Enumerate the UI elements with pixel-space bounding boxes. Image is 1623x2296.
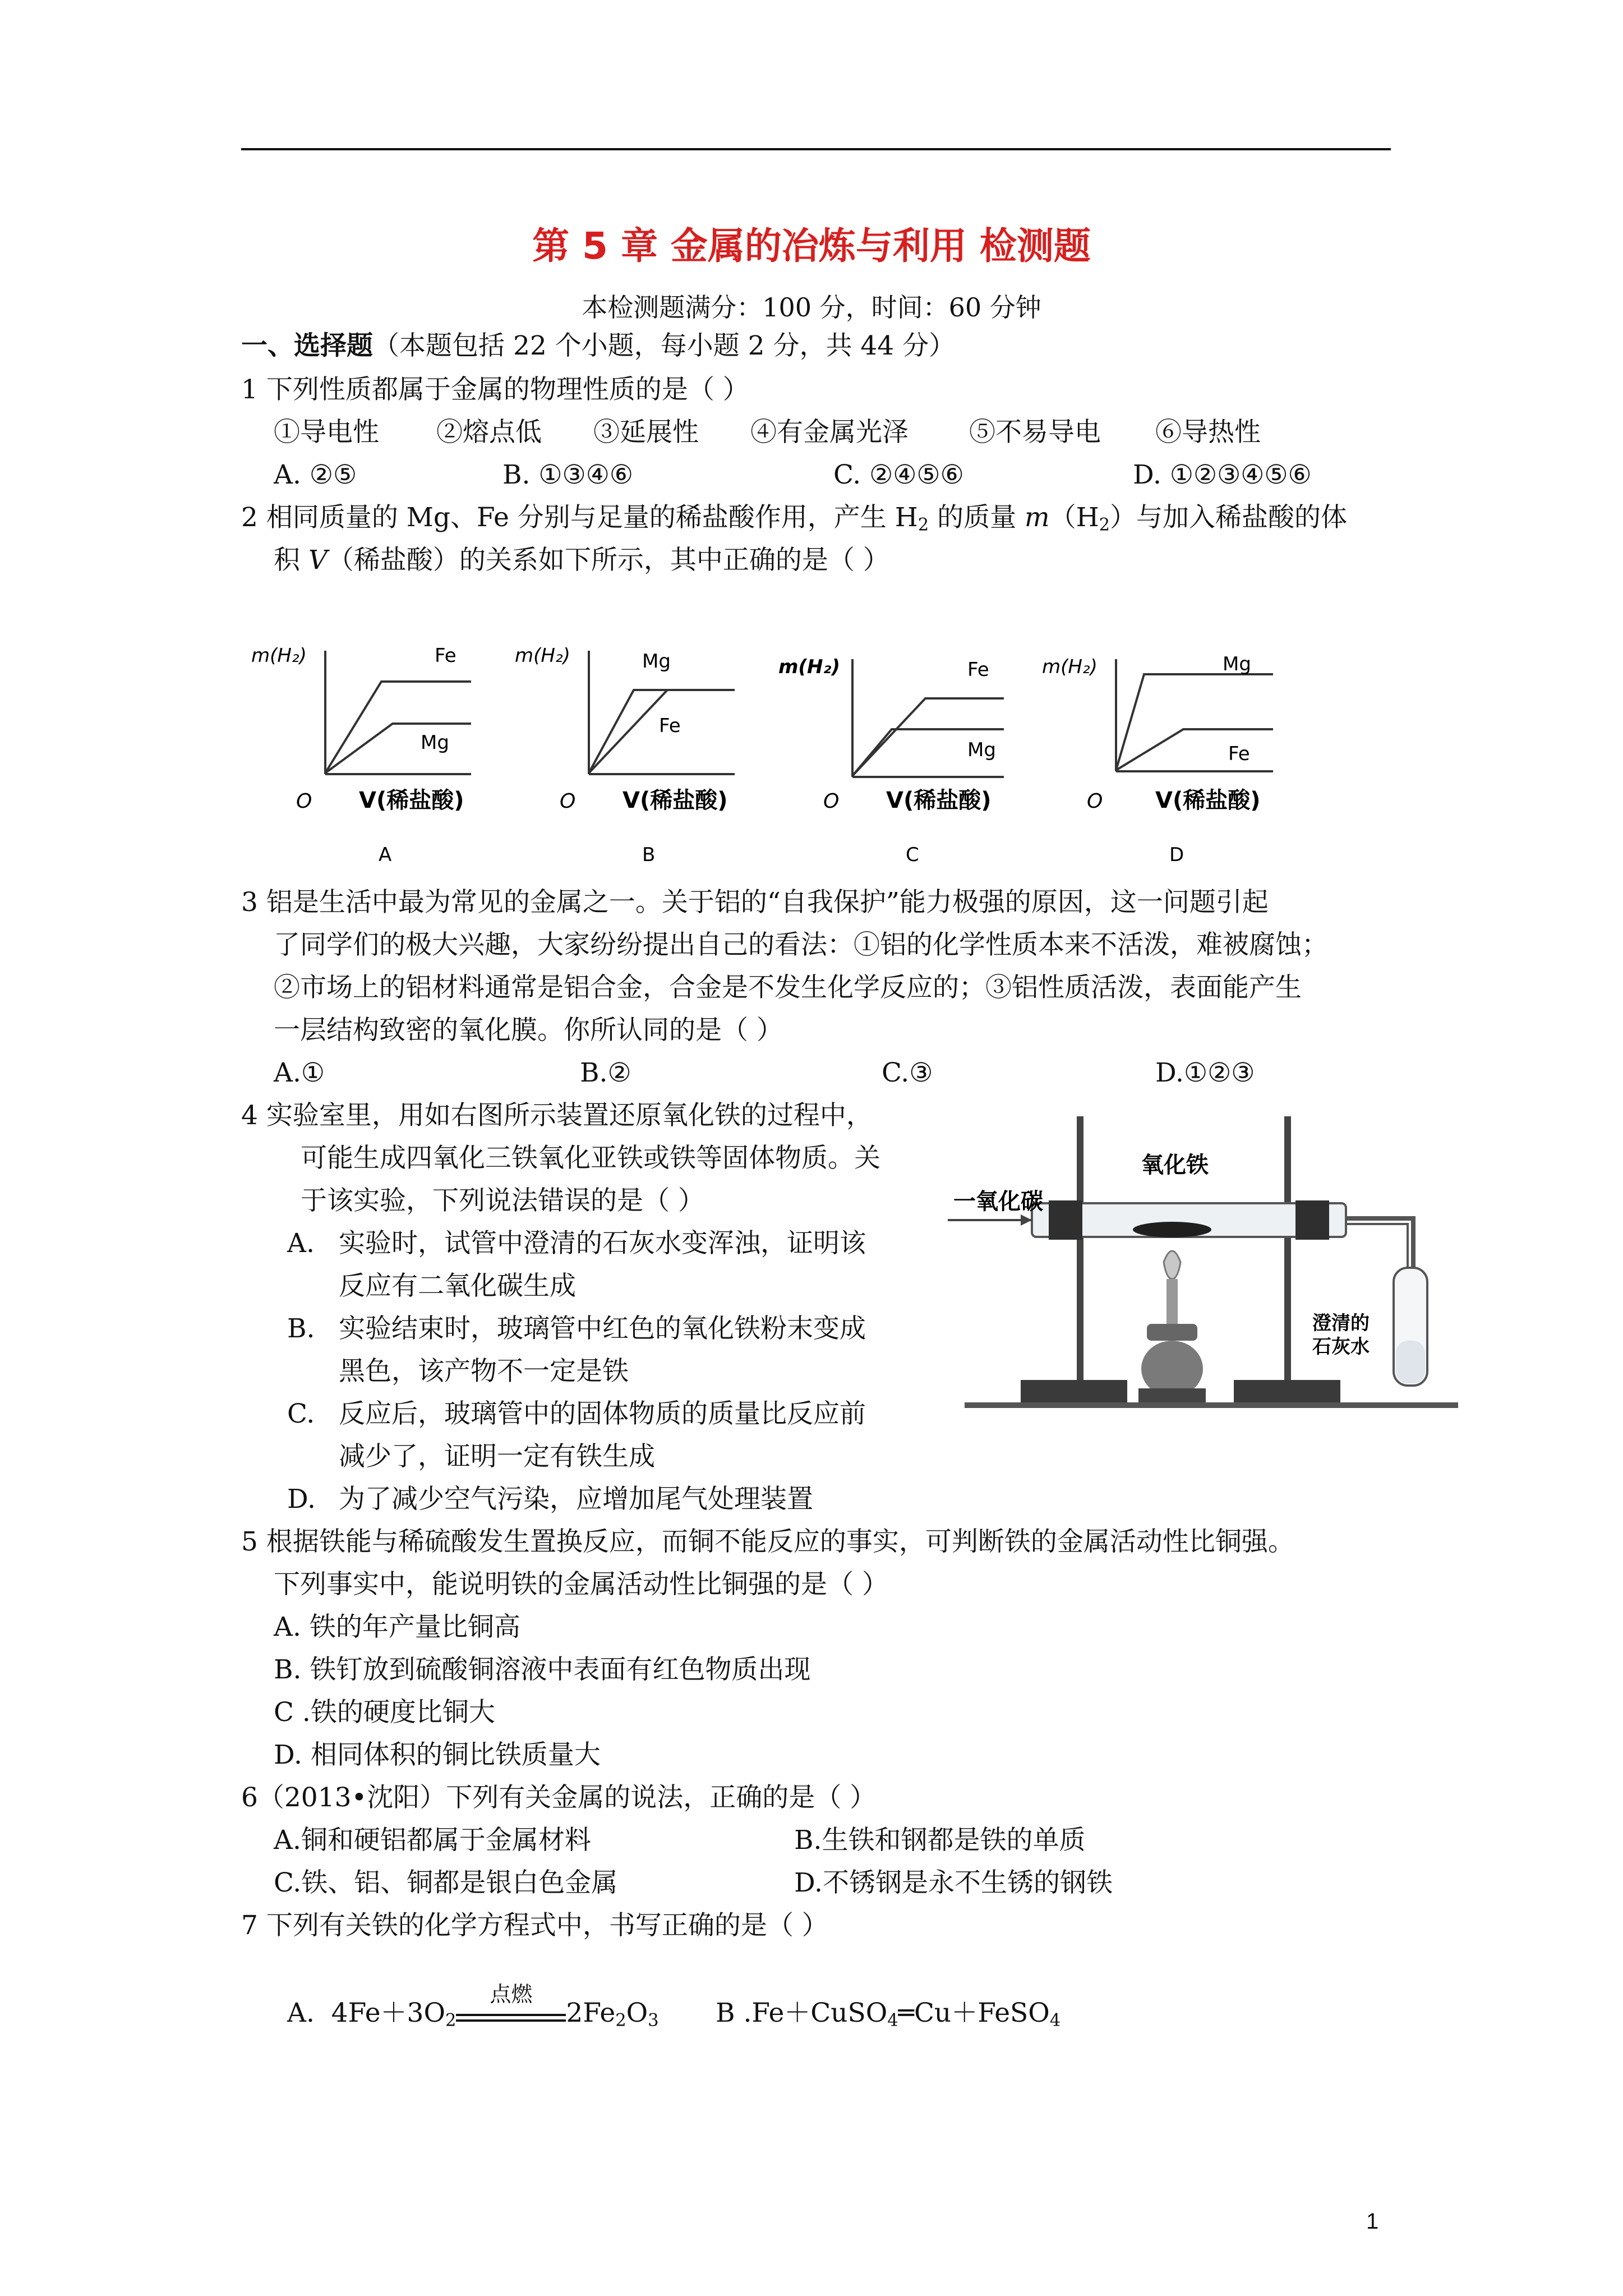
- q1-prop: ③延展性: [593, 417, 699, 448]
- q1-option-a: A. ②⑤: [274, 459, 357, 490]
- section-heading: [241, 330, 955, 362]
- q3-line4: 一层结构致密的氧化膜。你所认同的是（ ）: [274, 1015, 783, 1046]
- q5-option-c: C .铁的硬度比铜大: [274, 1697, 495, 1728]
- graph-xlabel: V(稀盐酸): [886, 788, 992, 813]
- q1-option-b: B. ①③④⑥: [502, 459, 633, 490]
- graph-xlabel: V(稀盐酸): [623, 788, 728, 813]
- q4-apparatus-figure: [948, 1099, 1469, 1430]
- q6-option-c: C.铁、铝、铜都是银白色金属: [274, 1867, 618, 1898]
- q1-option-c: C. ②④⑤⑥: [833, 459, 964, 490]
- q1-option-d: D. ①②③④⑤⑥: [1133, 459, 1312, 490]
- graph-d: [1042, 653, 1273, 866]
- graph-letter: A: [379, 844, 392, 866]
- q4-option-a-letter: A.: [287, 1228, 315, 1259]
- graph-b: [515, 645, 735, 866]
- graph-c: [778, 656, 1004, 866]
- q1-prop: ⑥导热性: [1155, 417, 1261, 448]
- limewater-label-2: 石灰水: [1312, 1336, 1370, 1358]
- graph-a: [251, 645, 471, 866]
- q4-line2: 可能生成四氧化三铁氧化亚铁或铁等固体物质。关: [301, 1143, 880, 1174]
- limewater-test-tube: [1394, 1268, 1427, 1386]
- graph-origin: O: [1087, 790, 1103, 813]
- q4-option-b-text: 实验结束时，玻璃管中红色的氧化铁粉末变成: [339, 1313, 866, 1344]
- q5-line2: 下列事实中，能说明铁的金属活动性比铜强的是（ ）: [274, 1569, 888, 1600]
- reaction-condition: 点燃: [456, 2004, 566, 2022]
- q7-option-b: B .Fe＋CuSO$_4$═Cu＋FeSO$_4$: [716, 1998, 1061, 2031]
- q1-stem: 1 下列性质都属于金属的物理性质的是（ ）: [241, 374, 749, 405]
- q4-line1: 4 实验室里，用如右图所示装置还原氧化铁的过程中，: [241, 1100, 873, 1131]
- section-note: （本题包括 22 个小题，每小题 2 分，共 44 分）: [373, 330, 956, 361]
- q5-line1: 5 根据铁能与稀硫酸发生置换反应，而铜不能反应的事实，可判断铁的金属活动性比铜强。: [241, 1526, 1294, 1557]
- graph-lower-label: Fe: [659, 715, 681, 737]
- graph-upper-label: Mg: [1223, 653, 1251, 675]
- q2-graphs: [247, 628, 1335, 875]
- q5-option-a: A. 铁的年产量比铜高: [274, 1612, 520, 1642]
- q5-option-b: B. 铁钉放到硫酸铜溶液中表面有红色物质出现: [274, 1654, 811, 1685]
- q3-line3: ②市场上的铝材料通常是铝合金，合金是不发生化学反应的；③铝性质活泼，表面能产生: [274, 972, 1302, 1003]
- page-number: 1: [1366, 2209, 1379, 2234]
- q3-line1: 3 铝是生活中最为常见的金属之一。关于铝的“自我保护”能力极强的原因，这一问题引起: [241, 887, 1269, 918]
- graph-letter: C: [906, 844, 919, 866]
- graph-upper-label: Fe: [967, 659, 989, 681]
- q3-option-d: D.①②③: [1155, 1057, 1255, 1088]
- graph-ylabel: m(H₂): [515, 645, 570, 667]
- graph-letter: D: [1169, 844, 1184, 866]
- page-title: 第 5 章 金属的冶炼与利用 检测题: [532, 224, 1091, 268]
- q7-stem: 7 下列有关铁的化学方程式中，书写正确的是（ ）: [241, 1910, 828, 1941]
- q1-prop: ④有金属光泽: [750, 417, 909, 448]
- limewater-label-1: 澄清的: [1312, 1312, 1370, 1335]
- q3-option-c: C.③: [882, 1057, 933, 1088]
- q6-option-b: B.生铁和钢都是铁的单质: [794, 1825, 1086, 1856]
- q3-option-b: B.②: [580, 1057, 631, 1088]
- graph-upper-label: Fe: [435, 645, 457, 667]
- exam-info: 本检测题满分：100 分，时间：60 分钟: [582, 292, 1041, 323]
- q6-option-d: D.不锈钢是永不生锈的钢铁: [794, 1867, 1113, 1898]
- graph-origin: O: [560, 790, 576, 813]
- q4-option-b-text2: 黑色，该产物不一定是铁: [339, 1356, 629, 1387]
- q4-option-c-text2: 减少了，证明一定有铁生成: [339, 1441, 655, 1472]
- q7-option-a: A. $4Fe+3O_2$ 点燃 $2Fe_2O_3$: [287, 1982, 659, 2031]
- graph-xlabel: V(稀盐酸): [359, 788, 464, 813]
- graph-letter: B: [642, 844, 656, 866]
- q4-option-a-text: 实验时，试管中澄清的石灰水变浑浊，证明该: [339, 1228, 866, 1259]
- q6-stem: 6（2013•沈阳）下列有关金属的说法，正确的是（ ）: [241, 1782, 877, 1813]
- q3-option-a: A.①: [274, 1057, 325, 1088]
- graph-ylabel: m(H₂): [1042, 656, 1098, 678]
- graph-xlabel: V(稀盐酸): [1155, 788, 1261, 813]
- q6-option-a: A.铜和硬铝都属于金属材料: [274, 1825, 591, 1856]
- q4-line3: 于该实验，下列说法错误的是（ ）: [301, 1185, 704, 1216]
- graph-curve-lower: [325, 724, 471, 773]
- graph-upper-label: Mg: [642, 650, 671, 673]
- graph-lower-label: Mg: [967, 739, 996, 761]
- q2-stem-line2: 积 V（稀盐酸）的关系如下所示，其中正确的是（ ）: [274, 545, 889, 576]
- graph-lower-label: Fe: [1228, 743, 1250, 765]
- q2-stem-line1: 2 相同质量的 Mg、Fe 分别与足量的稀盐酸作用，产生 $H_2$ 的质量 $m(H_2)$与加入稀盐酸的体: [241, 502, 1348, 535]
- glass-tube: [1032, 1200, 1346, 1240]
- graph-ylabel: m(H₂): [251, 645, 307, 667]
- q4-option-a-text2: 反应有二氧化碳生成: [339, 1271, 576, 1301]
- graph-curve-upper: [852, 698, 1004, 776]
- q3-line2: 了同学们的极大兴趣，大家纷纷提出自己的看法：①铝的化学性质本来不活泼，难被腐蚀；: [274, 930, 1328, 960]
- q1-prop: ②熔点低: [436, 417, 542, 448]
- q4-option-d-letter: D.: [287, 1484, 316, 1515]
- graph-curve-upper: [325, 682, 471, 773]
- graph-ylabel: m(H₂): [778, 656, 840, 678]
- iron-oxide-powder: [1133, 1222, 1211, 1237]
- iron-oxide-label: 氧化铁: [1141, 1152, 1209, 1178]
- q1-prop: ①导电性: [274, 417, 379, 448]
- graph-origin: O: [296, 790, 312, 813]
- bench-line: [965, 1402, 1458, 1408]
- header-rule: [241, 148, 1391, 150]
- section-label: 一、选择题: [241, 330, 373, 361]
- graph-lower-label: Mg: [421, 731, 449, 754]
- q1-prop: ⑤不易导电: [969, 417, 1101, 448]
- q4-option-b-letter: B.: [287, 1313, 315, 1344]
- co-label: 一氧化碳: [953, 1189, 1043, 1214]
- q4-option-c-letter: C.: [287, 1398, 315, 1429]
- q4-option-d-text: 为了减少空气污染，应增加尾气处理装置: [339, 1484, 813, 1515]
- graph-origin: O: [823, 790, 840, 813]
- q5-option-d: D. 相同体积的铜比铁质量大: [274, 1740, 601, 1770]
- q4-option-c-text: 反应后，玻璃管中的固体物质的质量比反应前: [339, 1398, 866, 1429]
